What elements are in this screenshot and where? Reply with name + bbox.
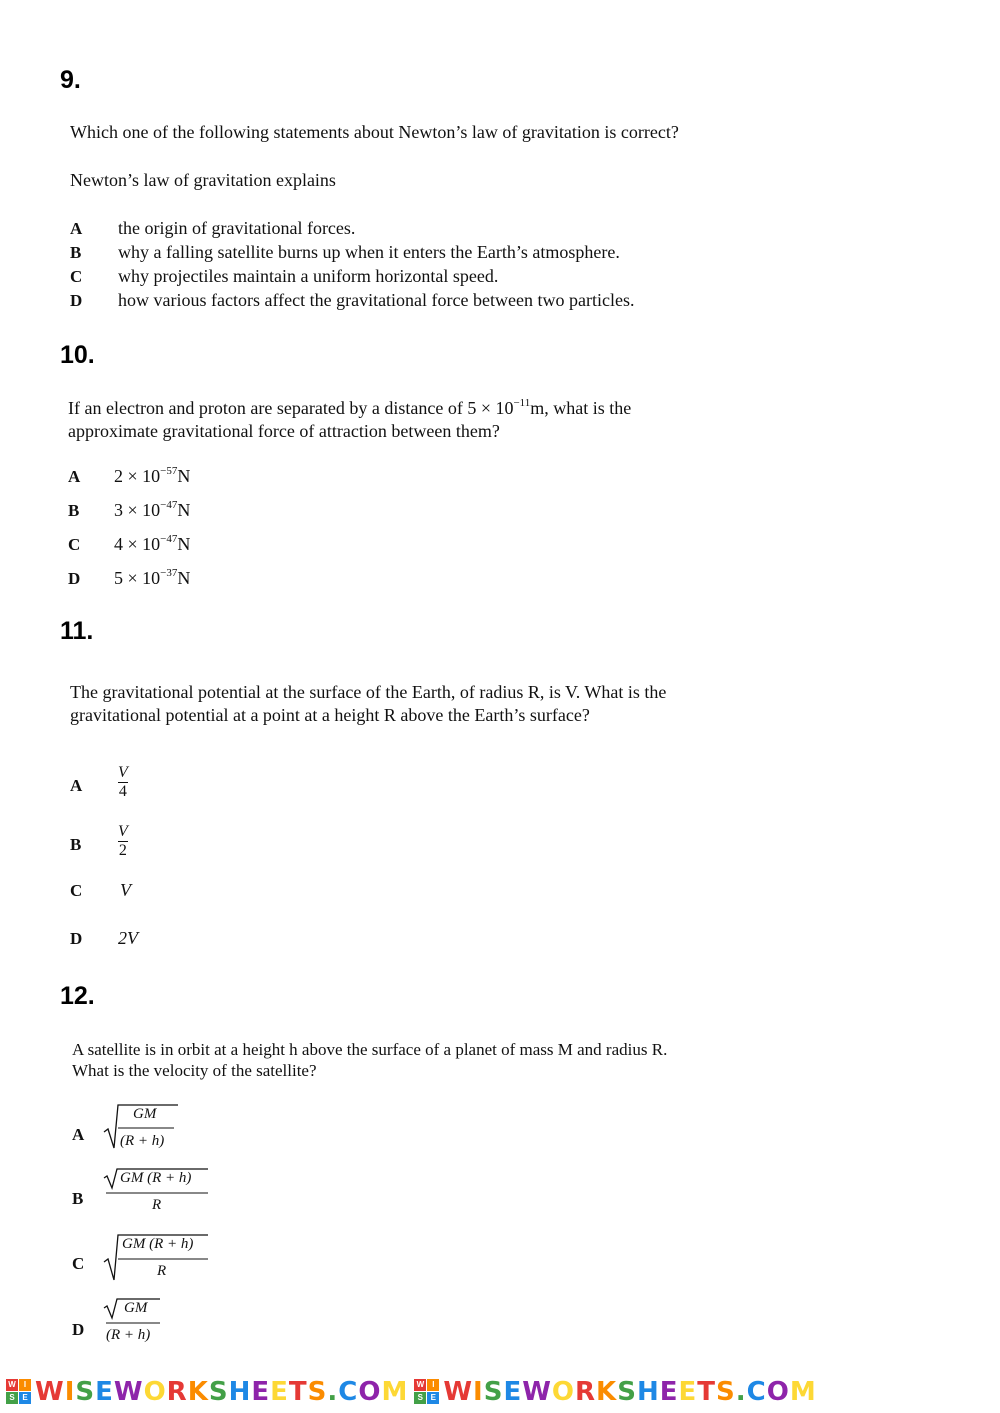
logo-letter: E <box>427 1392 439 1404</box>
question-10-line2: approximate gravitational force of attraction between them? <box>68 421 500 441</box>
fraction-denominator: 2 <box>118 842 127 859</box>
radical-numerator: GM (R + h) <box>120 1170 192 1186</box>
q12-option-b-label: B <box>72 1189 84 1208</box>
logo-letter: W <box>6 1379 18 1391</box>
q10-option-b-value: $3 \times 10^{-47}N$ <box>114 499 191 520</box>
q12-option-d-radical <box>102 1296 182 1346</box>
q12-option-a-radical <box>102 1102 182 1152</box>
q12-option-a-label: A <box>72 1125 85 1144</box>
footer-watermark <box>0 1370 1000 1413</box>
q11-option-b-label: B <box>70 835 82 854</box>
q11-option-c-value: V <box>120 880 131 900</box>
question-9-lead: Newton’s law of gravitation explains <box>70 170 336 190</box>
radical-numerator: GM <box>133 1106 157 1122</box>
q9-option-c-text: why projectiles maintain a uniform horizontal speed. <box>118 266 499 286</box>
question-12-number: 12. <box>60 982 95 1010</box>
radical-numerator: GM <box>124 1300 148 1316</box>
q9-option-c-label: C <box>70 267 83 286</box>
radical-denominator: R <box>157 1263 167 1279</box>
q11-option-b-fraction <box>118 823 128 860</box>
q9-option-b-text: why a falling satellite burns up when it enters the Earth’s atmosphere. <box>118 242 620 262</box>
q12-option-d-label: D <box>72 1320 85 1339</box>
question-10-line1: If an electron and proton are separated by a distance of $5 \times 10^{-11}m$, what is the <box>68 397 632 418</box>
q12-option-c-label: C <box>72 1254 85 1273</box>
question-12-line2: What is the velocity of the satellite? <box>72 1061 317 1080</box>
question-11-line2: gravitational potential at a point at a height R above the Earth’s surface? <box>70 705 590 725</box>
q12-option-c-radical <box>102 1232 214 1284</box>
q10-option-d-label: D <box>68 569 81 588</box>
radical-denominator: (R + h) <box>106 1327 151 1343</box>
question-11-line1: The gravitational potential at the surface of the Earth, of radius R, is V. What is the <box>70 682 667 702</box>
brand-1 <box>6 1377 408 1407</box>
site-name: WISEWORKSHEETS.COM <box>443 1376 817 1407</box>
logo-letter: W <box>414 1379 426 1391</box>
radical-denominator: R <box>152 1197 162 1213</box>
q11-option-d-value: 2V <box>118 928 138 948</box>
site-name: WISEWORKSHEETS.COM <box>35 1376 409 1407</box>
q11-option-d-label: D <box>70 929 83 948</box>
q10-option-c-label: C <box>68 535 81 554</box>
radical-denominator: (R + h) <box>120 1133 165 1149</box>
q10-option-a-label: A <box>68 467 81 486</box>
q10-option-a-value: $2 \times 10^{-57}N$ <box>114 465 191 486</box>
q10-option-c-value: $4 \times 10^{-47}N$ <box>114 533 191 554</box>
logo-letter: I <box>19 1379 31 1391</box>
q10-option-b-label: B <box>68 501 80 520</box>
q9-option-d-text: how various factors affect the gravitational force between two particles. <box>118 290 635 310</box>
fraction-numerator: V <box>118 764 128 781</box>
logo-letter: S <box>414 1392 426 1404</box>
logo-letter: E <box>19 1392 31 1404</box>
logo-letter: S <box>6 1392 18 1404</box>
wise-logo-icon <box>414 1379 439 1404</box>
question-10-number: 10. <box>60 341 95 369</box>
q11-option-a-fraction <box>118 764 128 801</box>
q9-option-d-label: D <box>70 291 83 310</box>
question-12-line1: A satellite is in orbit at a height h above the surface of a planet of mass M and radius R. <box>72 1040 668 1059</box>
wise-logo-icon <box>6 1379 31 1404</box>
question-9-number: 9. <box>60 66 81 94</box>
question-9-text: Which one of the following statements about Newton’s law of gravitation is correct? <box>70 122 679 142</box>
radical-numerator: GM (R + h) <box>122 1236 194 1252</box>
q9-option-a-text: the origin of gravitational forces. <box>118 218 356 238</box>
q12-option-b-radical <box>102 1166 214 1218</box>
q11-option-a-label: A <box>70 776 83 795</box>
fraction-numerator: V <box>118 823 128 840</box>
logo-letter: I <box>427 1379 439 1391</box>
fraction-denominator: 4 <box>118 783 127 800</box>
q11-option-c-label: C <box>70 881 83 900</box>
question-11-number: 11. <box>60 617 94 645</box>
q10-option-d-value: $5 \times 10^{-37}N$ <box>114 567 191 588</box>
q9-option-a-label: A <box>70 219 83 238</box>
brand-2 <box>414 1377 816 1407</box>
q9-option-b-label: B <box>70 243 82 262</box>
